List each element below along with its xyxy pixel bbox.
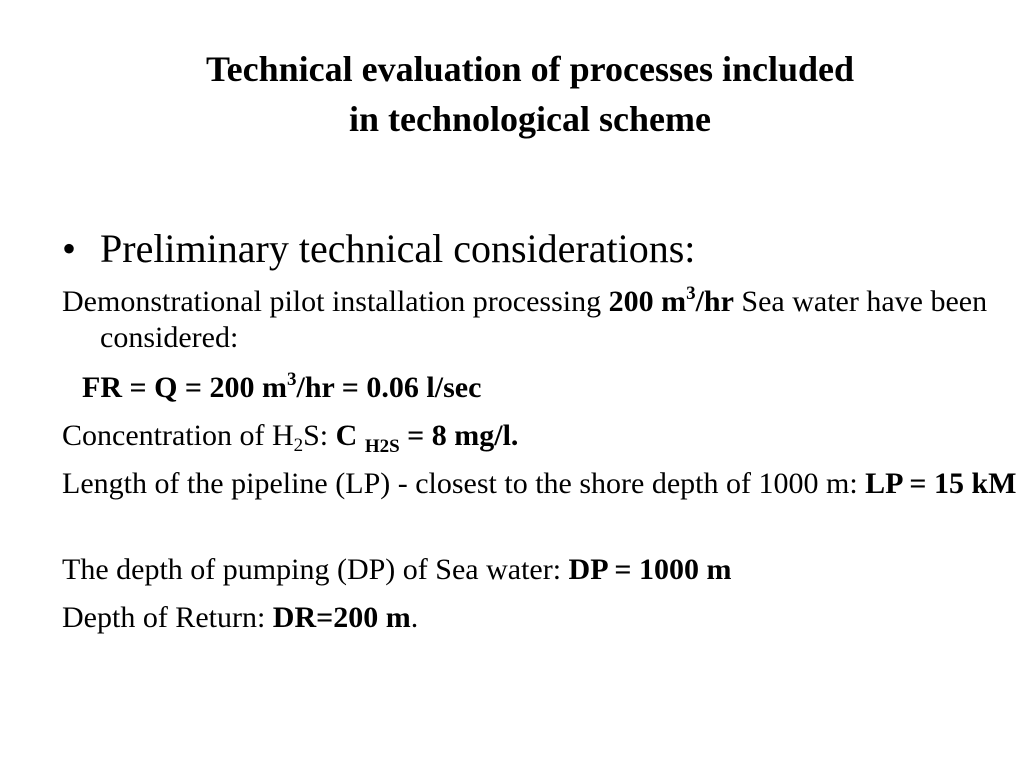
paragraph-return-depth bbox=[62, 600, 1020, 636]
bullet-item bbox=[62, 224, 695, 274]
pumping-depth-value: DP = 1000 m bbox=[568, 553, 732, 586]
bullet-text: Preliminary technical considerations: bbox=[100, 226, 696, 271]
paragraph-pilot-installation bbox=[62, 284, 1020, 356]
superscript: 3 bbox=[686, 283, 696, 304]
superscript: 3 bbox=[287, 369, 297, 390]
slide-title bbox=[100, 44, 960, 144]
bullet-icon: • bbox=[62, 226, 77, 271]
paragraph-text: Length of the pipeline (LP) - closest to the shore depth of 1000 m: bbox=[62, 467, 866, 500]
subscript: 2 bbox=[293, 435, 304, 456]
paragraph-pumping-depth bbox=[62, 552, 1020, 588]
paragraph-h2s-concentration bbox=[62, 418, 1020, 457]
subscript: H2S bbox=[364, 436, 400, 457]
paragraph-text: Concentration of H bbox=[62, 419, 294, 452]
paragraph-flow-rate bbox=[82, 370, 1002, 406]
paragraph-pipeline-length bbox=[62, 466, 1020, 502]
flow-unit: /hr bbox=[695, 285, 734, 318]
flow-value: 200 m bbox=[608, 285, 687, 318]
pipeline-length-value: LP = 15 kM bbox=[865, 467, 1017, 500]
paragraph-text: Demonstrational pilot installation processing bbox=[62, 285, 609, 318]
concentration-symbol: C bbox=[335, 419, 365, 452]
paragraph-text: The depth of pumping (DP) of Sea water: bbox=[62, 553, 569, 586]
concentration-value: = 8 mg/l. bbox=[399, 419, 519, 452]
flow-rate-result: /hr = 0.06 l/sec bbox=[296, 371, 482, 404]
paragraph-text: S: bbox=[303, 419, 336, 452]
paragraph-text: . bbox=[410, 601, 419, 634]
paragraph-text: Sea water have been considered: bbox=[100, 285, 988, 354]
paragraph-text: Depth of Return: bbox=[62, 601, 273, 634]
return-depth-value: DR=200 m bbox=[272, 601, 411, 634]
flow-rate-formula: FR = Q = 200 m bbox=[82, 371, 288, 404]
slide-title-line-2: in technological scheme bbox=[349, 99, 711, 139]
slide-title-line-1: Technical evaluation of processes included bbox=[205, 49, 855, 89]
